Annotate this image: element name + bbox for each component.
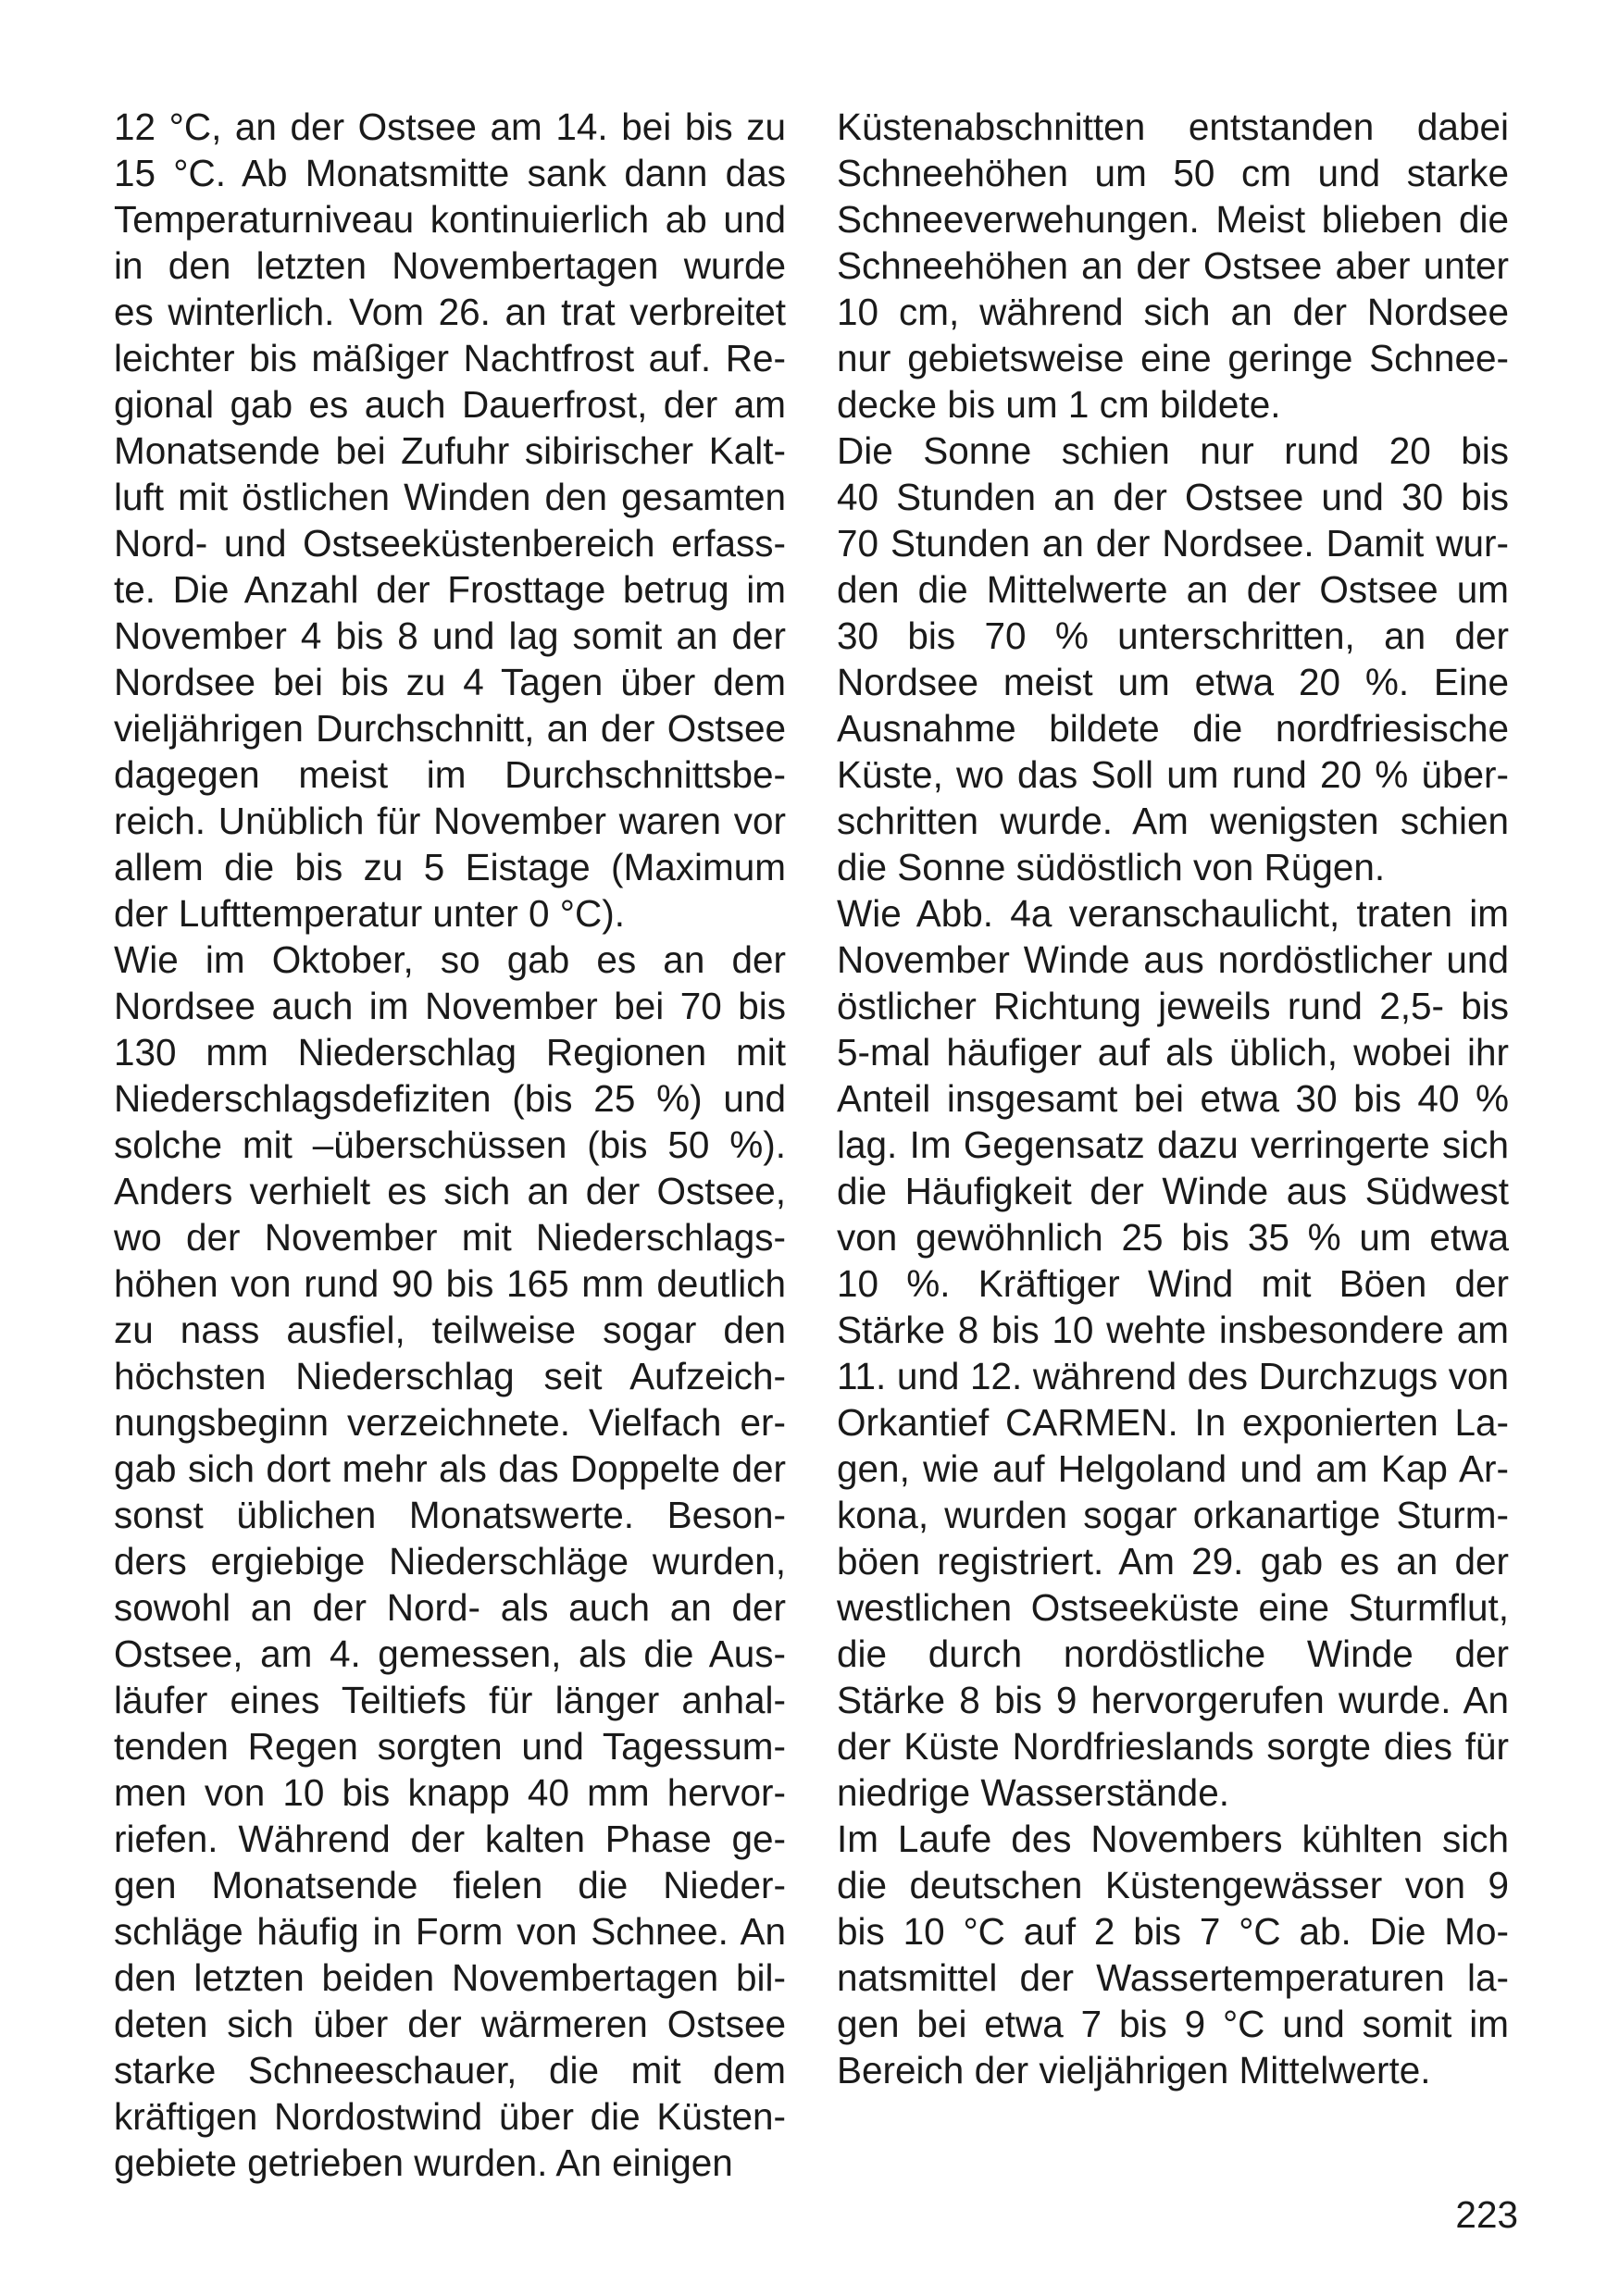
text-line: Nordsee meist um etwa 20 %. Eine [837,661,1509,703]
text-line: 12 °C, an der Ostsee am 14. bei bis zu [114,105,786,148]
text-line: wo der November mit Niederschlags- [114,1216,786,1259]
text-line: die Häufigkeit der Winde aus Südwest [837,1170,1509,1212]
paragraph [837,890,1509,1816]
text-line: böen registriert. Am 29. gab es an der [837,1540,1509,1582]
text-line: tenden Regen sorgten und Tagessum- [114,1725,786,1768]
text-line: gen, wie auf Helgoland und am Kap Ar- [837,1447,1509,1490]
text-line: Schneehöhen an der Ostsee aber unter [837,244,1509,287]
text-line: Ausnahme bildete die nordfriesische [837,707,1509,750]
text-line: die durch nordöstliche Winde der [837,1632,1509,1675]
paragraph [114,937,786,2186]
text-line: 40 Stunden an der Ostsee und 30 bis [837,476,1509,518]
text-line: höchsten Niederschlag seit Aufzeich- [114,1355,786,1397]
text-line: gab sich dort mehr als das Doppelte der [114,1447,786,1490]
text-line: kona, wurden sogar orkanartige Sturm- [837,1494,1509,1536]
text-line: Stärke 8 bis 9 hervorgerufen wurde. An [837,1679,1509,1721]
text-line: sonst üblichen Monatswerte. Beson- [114,1494,786,1536]
text-line: Anders verhielt es sich an der Ostsee, [114,1170,786,1212]
text-line: Monatsende bei Zufuhr sibirischer Kalt- [114,429,786,472]
text-line: der Lufttemperatur unter 0 °C). [114,892,625,935]
text-line: die deutschen Küstengewässer von 9 [837,1864,1509,1906]
text-line: Nord- und Ostseeküstenbereich erfass- [114,522,786,565]
text-line: reich. Unüblich für November waren vor [114,800,786,842]
text-line: der Küste Nordfrieslands sorgte dies für [837,1725,1509,1768]
text-line: Die Sonne schien nur rund 20 bis [837,429,1509,472]
text-line: deten sich über der wärmeren Ostsee [114,2003,786,2045]
text-line: in den letzten Novembertagen wurde [114,244,786,287]
text-line: kräftigen Nordostwind über die Küsten- [114,2095,786,2138]
text-line: Orkantief CARMEN. In exponierten La- [837,1401,1509,1444]
text-line: den die Mittelwerte an der Ostsee um [837,568,1509,611]
text-line: die Sonne südöstlich von Rügen. [837,846,1386,888]
text-line: luft mit östlichen Winden den gesamten [114,476,786,518]
text-line: nungsbeginn verzeichnete. Vielfach er- [114,1401,786,1444]
text-line: decke bis um 1 cm bildete. [837,383,1281,426]
text-line: schläge häufig in Form von Schnee. An [114,1910,786,1953]
text-line: 10 cm, während sich an der Nordsee [837,291,1509,333]
text-line: ders ergiebige Niederschläge wurden, [114,1540,786,1582]
text-line: 130 mm Niederschlag Regionen mit [114,1031,786,1074]
text-line: sowohl an der Nord- als auch an der [114,1586,786,1629]
text-line: Wie im Oktober, so gab es an der [114,938,786,981]
text-line: riefen. Während der kalten Phase ge- [114,1818,786,1860]
text-line: gional gab es auch Dauerfrost, der am [114,383,786,426]
right-text-column [837,104,1509,2093]
text-line: Niederschlagsdefiziten (bis 25 %) und [114,1077,786,1120]
text-line: höhen von rund 90 bis 165 mm deutlich [114,1262,786,1305]
text-line: Küste, wo das Soll um rund 20 % über- [837,753,1509,796]
text-line: November Winde aus nordöstlicher und [837,938,1509,981]
text-line: gebiete getrieben wurden. An einigen [114,2141,733,2184]
text-line: Wie Abb. 4a veranschaulicht, traten im [837,892,1509,935]
text-line: Nordsee bei bis zu 4 Tagen über dem [114,661,786,703]
text-line: Stärke 8 bis 10 wehte insbesondere am [837,1309,1509,1351]
text-line: 70 Stunden an der Nordsee. Damit wur- [837,522,1509,565]
text-line: natsmittel der Wassertemperaturen la- [837,1956,1509,1999]
text-line: läufer eines Teiltiefs für länger anhal- [114,1679,786,1721]
text-line: vieljährigen Durchschnitt, an der Ostsee [114,707,786,750]
text-line: lag. Im Gegensatz dazu verringerte sich [837,1123,1509,1166]
text-line: Schneehöhen um 50 cm und starke [837,152,1509,194]
text-line: Temperaturniveau kontinuierlich ab und [114,198,786,241]
text-line: zu nass ausfiel, teilweise sogar den [114,1309,786,1351]
text-line: östlicher Richtung jeweils rund 2,5- bis [837,985,1509,1027]
text-line: 11. und 12. während des Durchzugs von [837,1355,1509,1397]
text-line: es winterlich. Vom 26. an trat verbreitet [114,291,786,333]
text-line: Im Laufe des Novembers kühlten sich [837,1818,1509,1860]
text-line: Bereich der vieljährigen Mittelwerte. [837,2049,1431,2091]
text-line: Nordsee auch im November bei 70 bis [114,985,786,1027]
text-line: leichter bis mäßiger Nachtfrost auf. Re- [114,337,786,379]
text-line: nur gebietsweise eine geringe Schnee- [837,337,1509,379]
text-line: 15 °C. Ab Monatsmitte sank dann das [114,152,786,194]
text-line: schritten wurde. Am wenigsten schien [837,800,1509,842]
text-line: November 4 bis 8 und lag somit an der [114,614,786,657]
text-line: 10 %. Kräftiger Wind mit Böen der [837,1262,1509,1305]
paragraph [837,428,1509,890]
text-line: Küstenabschnitten entstanden dabei [837,105,1509,148]
text-line: allem die bis zu 5 Eistage (Maximum [114,846,786,888]
paragraph [837,1816,1509,2093]
text-line: 5-mal häufiger auf als üblich, wobei ihr [837,1031,1509,1074]
text-line: starke Schneeschauer, die mit dem [114,2049,786,2091]
text-line: den letzten beiden Novembertagen bil- [114,1956,786,1999]
text-line: Ostsee, am 4. gemessen, als die Aus- [114,1632,786,1675]
paragraph [114,104,786,937]
text-line: Anteil insgesamt bei etwa 30 bis 40 % [837,1077,1509,1120]
text-line: von gewöhnlich 25 bis 35 % um etwa [837,1216,1509,1259]
text-line: bis 10 °C auf 2 bis 7 °C ab. Die Mo- [837,1910,1509,1953]
page-number: 223 [1455,2193,1518,2236]
text-line: gen bei etwa 7 bis 9 °C und somit im [837,2003,1509,2045]
text-line: te. Die Anzahl der Frosttage betrug im [114,568,786,611]
text-line: Schneeverwehungen. Meist blieben die [837,198,1509,241]
text-line: solche mit –überschüssen (bis 50 %). [114,1123,786,1166]
text-line: 30 bis 70 % unterschritten, an der [837,614,1509,657]
left-text-column [114,104,786,2186]
text-line: men von 10 bis knapp 40 mm hervor- [114,1771,786,1814]
text-line: westlichen Ostseeküste eine Sturmflut, [837,1586,1509,1629]
text-line: niedrige Wasserstände. [837,1771,1229,1814]
text-line: gen Monatsende fielen die Nieder- [114,1864,786,1906]
paragraph [837,104,1509,428]
text-line: dagegen meist im Durchschnittsbe- [114,753,786,796]
